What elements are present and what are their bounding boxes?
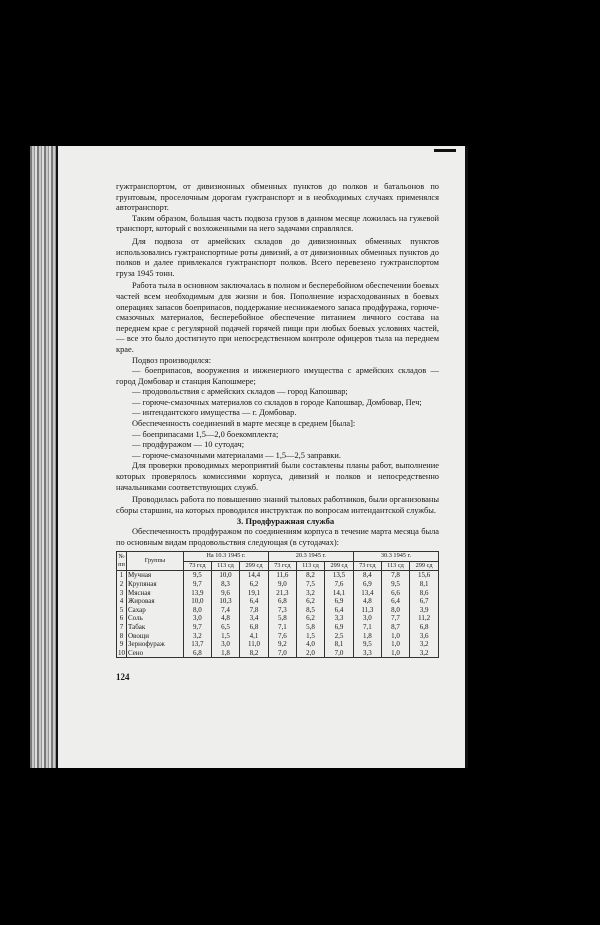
table-cell: 6,6	[381, 589, 409, 598]
paragraph-7: Для проверки проводимых мероприятий были составлены планы работ, выполнение которых проверялось комиссиями корпуса, дивизий и полков и непосредственно начальниками соответствующих служб.	[116, 461, 439, 492]
table-cell: 7,0	[268, 649, 296, 658]
paragraph-2: Таким образом, большая часть подвоза грузов в данном месяце ложилась на гужевой транспорт, который с возложенными на него задачами справлялся.	[116, 213, 439, 234]
list-item-7: — горюче-смазочными материалами — 1,5—2,5 заправки.	[132, 450, 341, 460]
table-cell: 13,5	[325, 571, 354, 580]
table-cell: 7,8	[240, 606, 269, 615]
table-row	[117, 589, 439, 598]
table-cell: 5,8	[268, 614, 296, 623]
table-cell: 13,9	[183, 589, 211, 598]
table-row	[117, 571, 439, 580]
table-cell: 6,2	[240, 580, 269, 589]
table-cell: 3,0	[211, 640, 239, 649]
scan-binding-strip	[30, 146, 56, 768]
paragraph-3: Для подвоза от армейских складов до дивизионных обменных пунктов использовались гужтранспортные роты дивизий, а от дивизионных обменных пунктов до полков и далее привлекался гужтранспорт полков. Всего перевезено гужтранспортом груза 1945 тонн.	[116, 236, 439, 278]
table-cell: 1,5	[211, 632, 239, 641]
paragraph-6: Обеспеченность соединений в марте месяце в среднем [была]:	[132, 419, 356, 429]
table-cell: 8,4	[353, 571, 381, 580]
table-cell: 8,3	[211, 580, 239, 589]
table-cell: 11,2	[410, 614, 439, 623]
provisions-table	[116, 551, 439, 658]
table-cell: 6,7	[410, 597, 439, 606]
table-cell: 2,5	[325, 632, 354, 641]
table-cell: 3,3	[325, 614, 354, 623]
table-cell: 13,4	[353, 589, 381, 598]
table-cell: 3,2	[296, 589, 324, 598]
table-body	[117, 571, 439, 658]
table-cell: 6,8	[183, 649, 211, 658]
list-item-5: — боеприпасами 1,5—2,0 боекомплекта;	[132, 429, 279, 439]
table-cell: 9,2	[268, 640, 296, 649]
table-cell: 8,1	[325, 640, 354, 649]
table-cell: 8,2	[296, 571, 324, 580]
division-header: 299 сд	[325, 561, 354, 571]
row-number: 8	[117, 632, 127, 641]
table-cell: 9,7	[183, 580, 211, 589]
table-cell: 11,3	[353, 606, 381, 615]
table-cell: 11,0	[240, 640, 269, 649]
section-title: 3. Продфуражная служба	[236, 516, 335, 527]
division-header: 299 сд	[240, 561, 269, 571]
main-text	[116, 182, 439, 658]
row-group-name: Мучная	[127, 571, 184, 580]
list-item-6: — продфуражом — 10 сутодач;	[132, 440, 245, 450]
row-group-name: Мясная	[127, 589, 184, 598]
table-cell: 3,6	[410, 632, 439, 641]
table-cell: 8,7	[381, 623, 409, 632]
table-cell: 1,0	[381, 640, 409, 649]
page-left-border	[56, 146, 58, 768]
table-cell: 4,0	[296, 640, 324, 649]
row-group-name: Крупяная	[127, 580, 184, 589]
row-group-name: Зернофураж	[127, 640, 184, 649]
table-cell: 13,7	[183, 640, 211, 649]
table-cell: 1,0	[381, 632, 409, 641]
table-cell: 1,8	[211, 649, 239, 658]
division-header: 73 гсд	[268, 561, 296, 571]
table-cell: 15,6	[410, 571, 439, 580]
table-intro: Обеспеченность продфуражом по соединениям корпуса в течение марта месяца была по основным видам продовольствия следующая (в сутодачах):	[116, 527, 439, 547]
table-row	[117, 632, 439, 641]
table-cell: 6,8	[410, 623, 439, 632]
table-cell: 4,8	[211, 614, 239, 623]
table-cell: 9,6	[211, 589, 239, 598]
division-header: 113 сд	[296, 561, 324, 571]
list-item-2: — продовольствия с армейских складов — город Капошвар;	[132, 387, 348, 397]
table-cell: 7,1	[268, 623, 296, 632]
table-cell: 7,1	[353, 623, 381, 632]
table-cell: 7,0	[325, 649, 354, 658]
table-cell: 6,2	[296, 614, 324, 623]
table-cell: 6,4	[240, 597, 269, 606]
division-header: 299 сд	[410, 561, 439, 571]
table-cell: 8,6	[410, 589, 439, 598]
table-cell: 1,0	[381, 649, 409, 658]
row-number: 1	[117, 571, 127, 580]
division-header: 113 сд	[381, 561, 409, 571]
paragraph-4: Работа тыла в основном заключалась в полном и бесперебойном обеспечении боевых частей всем необходимым для жизни и боя. Пополнение израсходованных в боевых операциях запасов боеприпасов, поддержание неснижаемого запаса продфуража, горюче-смазочных материалов, бесперебойное обеспечение питанием личного состава на переднем крае с регулярной подачей горячей пищи при любых боевых условиях частей, — все это было достигнуто при непосредственном контроле офицеров тыла на переднем крае.	[116, 281, 439, 354]
row-group-name: Табак	[127, 623, 184, 632]
table-cell: 9,5	[353, 640, 381, 649]
num-header: № пп	[117, 552, 127, 571]
table-cell: 6,2	[296, 597, 324, 606]
group-header: Группы	[127, 552, 184, 571]
division-header: 73 гсд	[353, 561, 381, 571]
table-cell: 7,3	[268, 606, 296, 615]
table-cell: 6,5	[211, 623, 239, 632]
table-cell: 6,9	[353, 580, 381, 589]
document-page	[30, 146, 468, 768]
table-row	[117, 649, 439, 658]
table-cell: 8,1	[410, 580, 439, 589]
table-row	[117, 606, 439, 615]
table-row	[117, 640, 439, 649]
table-cell: 3,2	[183, 632, 211, 641]
table-cell: 7,5	[296, 580, 324, 589]
row-group-name: Овощи	[127, 632, 184, 641]
table-cell: 3,2	[410, 640, 439, 649]
row-group-name: Соль	[127, 614, 184, 623]
table-cell: 7,6	[325, 580, 354, 589]
table-cell: 1,5	[296, 632, 324, 641]
table-cell: 8,0	[183, 606, 211, 615]
list-item-3: — горюче-смазочных материалов со складов в городе Капошвар, Домбовар, Печ;	[132, 397, 422, 407]
paragraph-8: Проводилась работа по повышению знаний тыловых работников, были организованы сборы старшин, на которых проводился инструктаж по вопросам интендантской службы.	[116, 495, 439, 515]
table-cell: 9,7	[183, 623, 211, 632]
table-cell: 19,1	[240, 589, 269, 598]
table-cell: 4,1	[240, 632, 269, 641]
table-cell: 2,0	[296, 649, 324, 658]
table-cell: 4,8	[353, 597, 381, 606]
page-number: 124	[116, 672, 130, 682]
table-cell: 8,5	[296, 606, 324, 615]
row-number: 9	[117, 640, 127, 649]
table-cell: 5,8	[296, 623, 324, 632]
list-item-1: — боеприпасов, вооружения и инженерного имущества с армейских складов — город Домбовар и станция Капошмере;	[116, 366, 439, 386]
row-number: 10	[118, 648, 125, 657]
table-cell: 3,9	[410, 606, 439, 615]
table-cell: 1,8	[353, 632, 381, 641]
row-group-name: Сахар	[127, 606, 184, 615]
table-cell: 7,4	[211, 606, 239, 615]
table-cell: 6,9	[325, 623, 354, 632]
division-header: 73 гсд	[183, 561, 211, 571]
row-number: 5	[117, 606, 127, 615]
table-cell: 10,0	[183, 597, 211, 606]
table-cell: 6,4	[381, 597, 409, 606]
row-number: 2	[117, 580, 127, 589]
table-cell: 7,8	[381, 571, 409, 580]
list-item-4: — интендантского имущества — г. Домбовар.	[132, 408, 297, 418]
table-cell: 7,6	[268, 632, 296, 641]
paragraph-1: гужтранспортом, от дивизионных обменных пунктов до полков и батальонов по грунтовым, проселочным дорогам гужтранспорт и в необходимых случаях применялся автотранспорт.	[116, 182, 439, 213]
table-cell: 10,3	[211, 597, 239, 606]
table-cell: 6,8	[268, 597, 296, 606]
table-cell: 6,9	[325, 597, 354, 606]
row-number: 4	[117, 597, 127, 606]
table-cell: 3,4	[240, 614, 269, 623]
table-cell: 6,4	[325, 606, 354, 615]
date-header: 30.3 1945 г.	[353, 552, 438, 562]
table-cell: 3,0	[353, 614, 381, 623]
division-header: 113 сд	[211, 561, 239, 571]
scan-mark	[434, 149, 456, 152]
page-right-border	[465, 146, 468, 768]
table-row	[117, 623, 439, 632]
table-cell: 3,3	[353, 649, 381, 658]
table-header-row	[117, 552, 439, 562]
row-number: 3	[117, 589, 127, 598]
date-header: На 10.3 1945 г.	[183, 552, 268, 562]
table-cell: 3,2	[410, 649, 439, 658]
row-group-name: Жировая	[127, 597, 184, 606]
paragraph-5: Подвоз производился:	[132, 355, 212, 365]
row-number: 7	[117, 623, 127, 632]
table-cell: 11,6	[268, 571, 296, 580]
table-cell: 21,3	[268, 589, 296, 598]
table-cell: 7,7	[381, 614, 409, 623]
table-row	[117, 597, 439, 606]
table-cell: 3,0	[183, 614, 211, 623]
row-group-name: Сено	[127, 649, 184, 658]
table-cell: 10,0	[211, 571, 239, 580]
table-cell: 8,0	[381, 606, 409, 615]
table-row	[117, 580, 439, 589]
table-cell: 6,8	[240, 623, 269, 632]
table-cell: 14,4	[240, 571, 269, 580]
table-cell: 9,5	[183, 571, 211, 580]
row-number: 6	[117, 614, 127, 623]
table-row	[117, 614, 439, 623]
table-cell: 9,5	[381, 580, 409, 589]
table-cell: 14,1	[325, 589, 354, 598]
table-cell: 8,2	[240, 649, 269, 658]
table-cell: 9,0	[268, 580, 296, 589]
date-header: 20.3 1945 г.	[268, 552, 353, 562]
